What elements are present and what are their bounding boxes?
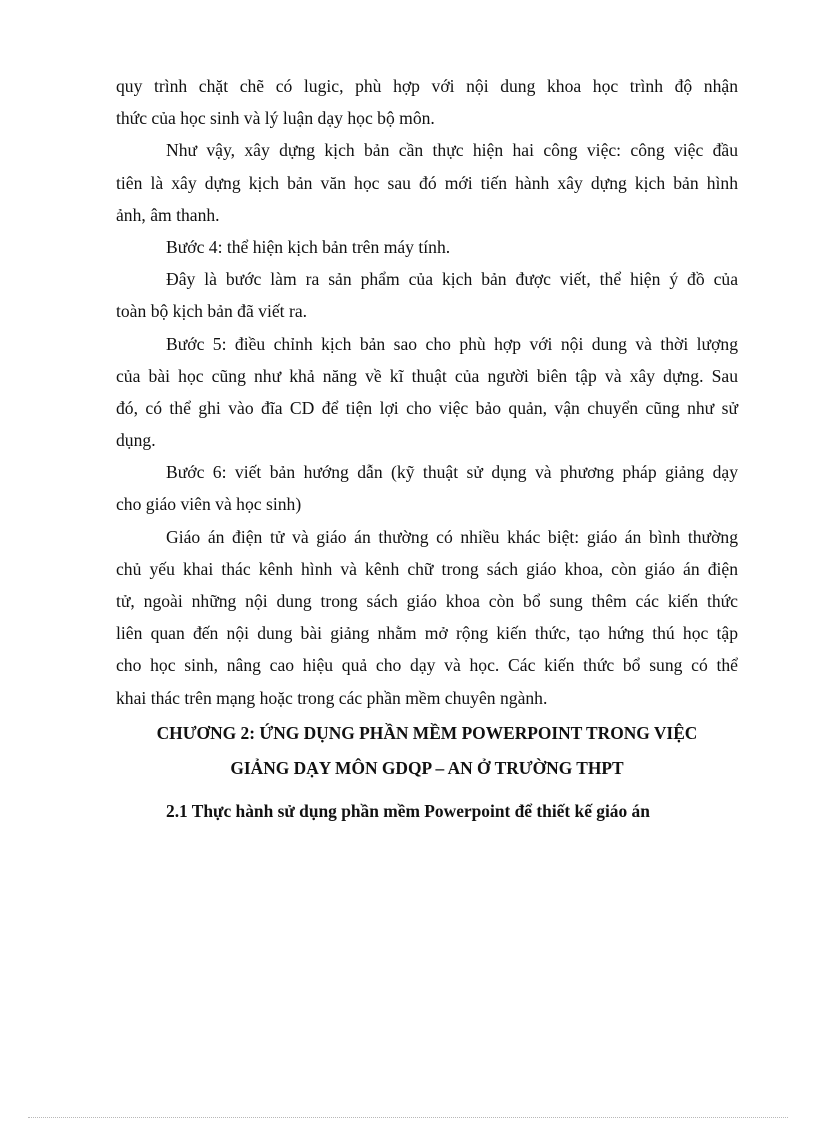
paragraph-line: Bước 4: thể hiện kịch bản trên máy tính. (166, 236, 451, 257)
paragraph-line: chủ yếu khai thác kênh hình và kênh chữ trong sách giáo khoa, còn giáo án điện (116, 558, 738, 579)
chapter-heading-line-2: GIẢNG DẠY MÔN GDQP – AN Ở TRƯỜNG THPT (230, 757, 624, 778)
paragraph-line: Đây là bước làm ra sản phẩm của kịch bản được viết, thể hiện ý đồ của (166, 269, 738, 290)
paragraph (116, 134, 738, 231)
section-heading: 2.1 Thực hành sử dụng phần mềm Powerpoint để thiết kế giáo án (166, 800, 650, 821)
paragraph-line: Như vậy, xây dựng kịch bản cần thực hiện hai công việc: công việc đầu (166, 140, 738, 161)
paragraph-line: thức của học sinh và lý luận dạy học bộ môn. (116, 108, 435, 129)
paragraph-line: cho giáo viên và học sinh) (116, 494, 302, 515)
paragraph-line: tiên là xây dựng kịch bản văn học sau đó mới tiến hành xây dựng kịch bản hình (116, 172, 738, 193)
paragraph-line: Bước 5: điều chỉnh kịch bản sao cho phù hợp với nội dung và thời lượng (166, 333, 738, 354)
paragraph-line: khai thác trên mạng hoặc trong các phần mềm chuyên ngành. (116, 687, 548, 708)
paragraph-line: đó, có thể ghi vào đĩa CD để tiện lợi cho việc bảo quản, vận chuyển cũng như sử (116, 397, 738, 418)
paragraph-line: quy trình chặt chẽ có lugic, phù hợp với nội dung khoa học trình độ nhận (116, 76, 738, 96)
paragraph-line: dụng. (116, 430, 156, 451)
paragraph-line: Giáo án điện tử và giáo án thường có nhiều khác biệt: giáo án bình thường (166, 526, 738, 547)
body-text (116, 70, 738, 714)
paragraph-line: liên quan đến nội dung bài giảng nhằm mở rộng kiến thức, tạo hứng thú học tập (116, 623, 738, 644)
paragraph (116, 328, 738, 457)
paragraph-line: toàn bộ kịch bản đã viết ra. (116, 301, 308, 322)
paragraph-line: ảnh, âm thanh. (116, 204, 220, 225)
paragraph (116, 231, 738, 263)
paragraph-line: cho học sinh, nâng cao hiệu quả cho dạy và học. Các kiến thức bổ sung có thể (116, 655, 738, 676)
document-page (116, 70, 738, 827)
paragraph (116, 263, 738, 327)
paragraph-line: Bước 6: viết bản hướng dẫn (kỹ thuật sử dụng và phương pháp giảng dạy (166, 462, 738, 483)
paragraph (116, 70, 738, 134)
chapter-heading-line-1: CHƯƠNG 2: ỨNG DỤNG PHẦN MỀM POWERPOINT TRONG VIỆC (156, 722, 698, 743)
paragraph (116, 521, 738, 714)
paragraph-line: tử, ngoài những nội dung trong sách giáo khoa còn bổ sung thêm các kiến thức (116, 591, 738, 611)
paragraph-line: của bài học cũng như khả năng về kĩ thuật của người biên tập và xây dựng. Sau (116, 365, 738, 386)
footer-divider (28, 1117, 788, 1118)
paragraph (116, 456, 738, 520)
